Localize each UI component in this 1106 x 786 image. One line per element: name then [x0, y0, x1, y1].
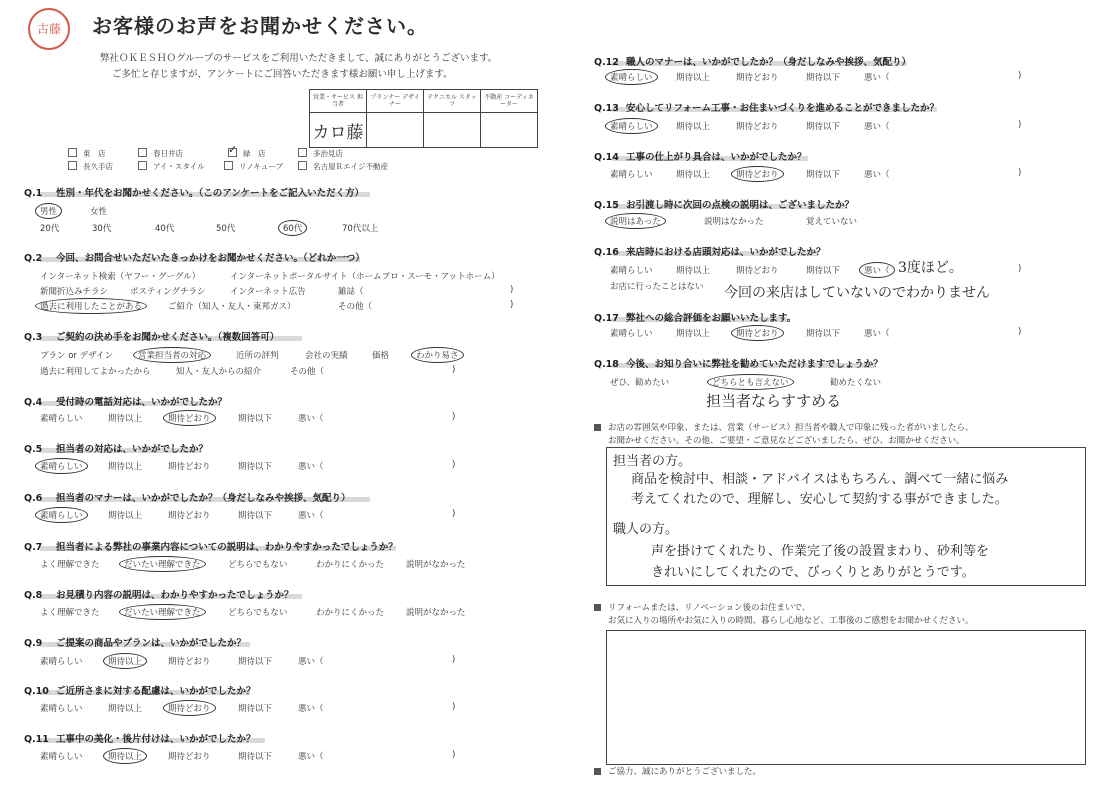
- q1-age-70plus[interactable]: 70代以上: [342, 224, 379, 234]
- q2-opt-posting[interactable]: ポスティングチラシ: [130, 287, 206, 297]
- q3-title: Q.3 ご契約の決め手をお聞かせください。（複数回答可）: [24, 332, 280, 343]
- staff-table: [309, 89, 538, 148]
- checkbox-icon[interactable]: [298, 148, 307, 157]
- q6-title: Q.6 担当者のマナーは、いかがでしたか？（身だしなみや挨拶、気配り）: [24, 493, 351, 504]
- q12-title: Q.12 職人のマナーは、いかがでしたか？（身だしなみや挨拶、気配り）: [594, 57, 912, 68]
- q5-opt-above[interactable]: 期待以上: [108, 462, 143, 472]
- q5-opt-below[interactable]: 期待以下: [238, 462, 273, 472]
- q14-opt-excellent[interactable]: 素晴らしい: [610, 170, 653, 180]
- store-istyle[interactable]: アイ・スタイル: [138, 161, 205, 172]
- q17-title: Q.17 弊社への総合評価をお願いいたします。: [594, 313, 797, 324]
- comment1-prompt-2: お聞かせください。その他、ご要望・ご意見などございましたら、ぜひ、お聞かせください。: [608, 436, 965, 446]
- q14-opt-below[interactable]: 期待以下: [806, 170, 841, 180]
- q3-opt-price[interactable]: 価格: [372, 351, 390, 361]
- q7-title: Q.7 担当者による弊社の事業内容についての説明は、わかりやすかったでしょうか？: [24, 542, 398, 553]
- q7-opt-unclear[interactable]: わかりにくかった: [316, 560, 385, 570]
- q12-opt-above[interactable]: 期待以上: [676, 73, 711, 83]
- q9-title: Q.9 ご提案の商品やプランは、いかがでしたか？: [24, 638, 247, 649]
- intro-line-1: 弊社ＯＫＥＳＨＯグループのサービスをご利用いただきまして、誠にありがとうございます。: [100, 53, 498, 64]
- q5-close: ): [452, 460, 456, 470]
- q10-opt-bad[interactable]: 悪い（: [298, 704, 324, 714]
- q13-opt-below[interactable]: 期待以下: [806, 122, 841, 132]
- q6-opt-as-expected[interactable]: 期待どおり: [168, 511, 211, 521]
- q17-opt-bad[interactable]: 悪い（: [864, 329, 890, 339]
- staff-header-planner: プランナー デザイナー: [367, 90, 424, 113]
- q4-opt-bad[interactable]: 悪い（: [298, 414, 324, 424]
- checkbox-icon[interactable]: [298, 161, 307, 170]
- checkbox-checked-icon[interactable]: [228, 148, 237, 157]
- checkbox-icon[interactable]: [68, 148, 77, 157]
- q13-opt-as-expected[interactable]: 期待どおり: [736, 122, 779, 132]
- square-bullet-icon: [594, 604, 601, 611]
- q2-opt-other[interactable]: その他（: [338, 302, 373, 312]
- q14-title: Q.14 工事の仕上がり具合は、いかがでしたか？: [594, 152, 807, 163]
- q14-opt-bad[interactable]: 悪い（: [864, 170, 890, 180]
- q8-title: Q.8 お見積り内容の説明は、わかりやすかったでしょうか？: [24, 590, 294, 601]
- q10-title: Q.10 ご近所さまに対する配慮は、いかがでしたか？: [24, 686, 256, 697]
- q11-opt-above[interactable]: 期待以上: [103, 748, 147, 764]
- q7-opt-understood[interactable]: よく理解できた: [40, 560, 100, 570]
- comment2-prompt-2: お気に入りの場所やお気に入りの時間、暮らし心地など、工事後のご感想をお聞かせください。: [608, 616, 974, 626]
- checkbox-icon[interactable]: [68, 161, 77, 170]
- comment-line-1: 担当者の方。: [613, 454, 692, 469]
- q16-opt-never-visited[interactable]: お店に行ったことはない: [610, 282, 704, 292]
- page-title: お客様のお声をお聞かせください。: [92, 14, 428, 38]
- q4-close: ): [452, 412, 456, 422]
- q12-opt-below[interactable]: 期待以下: [806, 73, 841, 83]
- q15-opt-explained[interactable]: 説明はあった: [605, 213, 666, 229]
- comment2-prompt-1: リフォームまたは、リノベーション後のお住まいで、: [608, 603, 811, 613]
- staff-sales-name[interactable]: カロ藤: [310, 113, 367, 148]
- q16-opt-below[interactable]: 期待以下: [806, 266, 841, 276]
- q3-other-close: ): [452, 365, 456, 375]
- q13-close: ): [1018, 120, 1022, 130]
- q1-age-40s[interactable]: 40代: [155, 224, 175, 234]
- q2-title: Q.2 今回、お問合せいただいたきっかけをお聞かせください。（どれか一つ）: [24, 253, 365, 264]
- staff-header-sales: 営業・サービス 担当者: [310, 90, 367, 113]
- q3-opt-other[interactable]: その他（: [290, 367, 325, 377]
- q4-opt-below[interactable]: 期待以下: [238, 414, 273, 424]
- staff-planner-name[interactable]: [367, 113, 424, 148]
- q2-magazine-close: ): [510, 285, 514, 295]
- q9-opt-below[interactable]: 期待以下: [238, 657, 273, 667]
- q9-opt-above[interactable]: 期待以上: [103, 653, 147, 669]
- q15-opt-not-explained[interactable]: 説明はなかった: [704, 217, 764, 227]
- q13-opt-above[interactable]: 期待以上: [676, 122, 711, 132]
- q16-close: ): [1018, 264, 1022, 274]
- q7-opt-mostly[interactable]: だいたい理解できた: [119, 556, 206, 572]
- q3-opt-plan-design[interactable]: プラン or デザイン: [40, 351, 114, 361]
- q9-opt-bad[interactable]: 悪い（: [298, 657, 324, 667]
- store-nagakute[interactable]: 長久手店: [68, 161, 113, 172]
- q2-other-close: ): [510, 300, 514, 310]
- q6-opt-below[interactable]: 期待以下: [238, 511, 273, 521]
- thanks-message: ご協力、誠にありがとうございました。: [608, 767, 762, 777]
- q10-opt-below[interactable]: 期待以下: [238, 704, 273, 714]
- q11-title: Q.11 工事中の美化・後片付けは、いかがでしたか？: [24, 734, 256, 745]
- store-higashi[interactable]: 東 店: [68, 148, 106, 159]
- q2-opt-magazine[interactable]: 雑誌（: [338, 287, 364, 297]
- q3-opt-sales-staff[interactable]: 営業担当者の対応: [133, 347, 211, 363]
- q8-opt-unclear[interactable]: わかりにくかった: [316, 608, 385, 618]
- store-tajimi[interactable]: 多治見店: [298, 148, 343, 159]
- q12-close: ): [1018, 71, 1022, 81]
- staff-header-realestate: 不動産 コーディネーター: [481, 90, 538, 113]
- q2-opt-referral[interactable]: ご紹介（知人・友人・東邦ガス）: [168, 302, 296, 312]
- q17-opt-as-expected[interactable]: 期待どおり: [731, 325, 784, 341]
- q2-opt-past-user[interactable]: 過去に利用したことがある: [35, 298, 147, 314]
- q3-opt-past-good[interactable]: 過去に利用してよかったから: [40, 367, 151, 377]
- q17-opt-above[interactable]: 期待以上: [676, 329, 711, 339]
- store-midori[interactable]: ✓ 緑 店: [228, 148, 266, 159]
- q14-close: ): [1018, 168, 1022, 178]
- q8-opt-mostly[interactable]: だいたい理解できた: [119, 604, 206, 620]
- store-renocube[interactable]: リノキューブ: [224, 161, 283, 172]
- intro-line-2: ご多忙と存じますが、アンケートにご回答いただきます様お願い申し上げます。: [112, 69, 453, 80]
- q14-opt-as-expected[interactable]: 期待どおり: [731, 166, 784, 182]
- comment1-prompt-1: お店の雰囲気や印象、または、営業（サービス）担当者や職人で印象に残った者がいましたら、: [608, 423, 974, 433]
- q16-opt-above[interactable]: 期待以上: [676, 266, 711, 276]
- q13-title: Q.13 安心してリフォーム工事・お住まいづくりを進めることができましたか？: [594, 103, 940, 114]
- q6-opt-bad[interactable]: 悪い（: [298, 511, 324, 521]
- q1-age-60s[interactable]: 60代: [278, 220, 307, 236]
- comment-line-6: きれいにしてくれたので、びっくりとありがとうです。: [651, 565, 975, 580]
- q8-opt-neutral[interactable]: どちらでもない: [228, 608, 288, 618]
- q18-opt-no[interactable]: 勧めたくない: [830, 378, 882, 388]
- q12-opt-bad[interactable]: 悪い（: [864, 73, 890, 83]
- q1-gender-female[interactable]: 女性: [90, 207, 108, 217]
- comment1-textarea[interactable]: [606, 447, 1086, 586]
- checkbox-icon[interactable]: [138, 161, 147, 170]
- q16-opt-as-expected[interactable]: 期待どおり: [736, 266, 779, 276]
- q17-opt-excellent[interactable]: 素晴らしい: [610, 329, 653, 339]
- q8-opt-no-explain[interactable]: 説明がなかった: [406, 608, 466, 618]
- q16-opt-bad[interactable]: 悪い（: [859, 262, 895, 278]
- q5-opt-as-expected[interactable]: 期待どおり: [168, 462, 211, 472]
- q16-title: Q.16 来店時における店頭対応は、いかがでしたか？: [594, 247, 826, 258]
- q15-title: Q.15 お引渡し時に次回の点検の説明は、ございましたか？: [594, 200, 855, 211]
- comment-line-5: 声を掛けてくれたり、作業完了後の設置まわり、砂利等を: [651, 544, 990, 559]
- staff-technical-name[interactable]: [424, 113, 481, 148]
- q1-age-30s[interactable]: 30代: [92, 224, 112, 234]
- q16-handwritten-note-2: 今回の来店はしていないのでわかりません: [724, 285, 990, 301]
- q17-close: ): [1018, 327, 1022, 337]
- q2-opt-internet-ad[interactable]: インターネット広告: [230, 287, 306, 297]
- q11-close: ): [452, 750, 456, 760]
- staff-realestate-name[interactable]: [481, 113, 538, 148]
- q1-age-20s[interactable]: 20代: [40, 224, 60, 234]
- q8-opt-understood[interactable]: よく理解できた: [40, 608, 100, 618]
- q1-title: Q.1 性別・年代をお聞かせください。（このアンケートをご記入いただく方）: [24, 188, 365, 199]
- q9-close: ): [452, 655, 456, 665]
- q11-opt-bad[interactable]: 悪い（: [298, 752, 324, 762]
- q12-opt-excellent[interactable]: 素晴らしい: [605, 69, 658, 85]
- q11-opt-as-expected[interactable]: 期待どおり: [168, 752, 211, 762]
- q11-opt-excellent[interactable]: 素晴らしい: [40, 752, 83, 762]
- q7-opt-no-explain[interactable]: 説明がなかった: [406, 560, 466, 570]
- q2-opt-portal[interactable]: インターネットポータルサイト（ホームプロ・スーモ・アットホーム）: [230, 272, 500, 282]
- comment2-textarea[interactable]: [606, 630, 1086, 765]
- q4-opt-excellent[interactable]: 素晴らしい: [40, 414, 83, 424]
- q12-opt-as-expected[interactable]: 期待どおり: [736, 73, 779, 83]
- q6-close: ): [452, 509, 456, 519]
- q4-opt-above[interactable]: 期待以上: [108, 414, 143, 424]
- q5-opt-bad[interactable]: 悪い（: [298, 462, 324, 472]
- q18-title: Q.18 今後、お知り合いに弊社を勧めていただけますでしょうか？: [594, 359, 883, 370]
- q6-opt-above[interactable]: 期待以上: [108, 511, 143, 521]
- square-bullet-icon: [594, 424, 601, 431]
- staff-header-technical: テクニカル スタッフ: [424, 90, 481, 113]
- q6-opt-excellent[interactable]: 素晴らしい: [35, 507, 88, 523]
- q2-opt-newspaper[interactable]: 新聞折込みチラシ: [40, 287, 109, 297]
- q2-opt-internet-search[interactable]: インターネット検索（ヤフー・グーグル）: [40, 272, 201, 282]
- q15-opt-dont-remember[interactable]: 覚えていない: [806, 217, 858, 227]
- q10-opt-excellent[interactable]: 素晴らしい: [40, 704, 83, 714]
- store-kasugai[interactable]: 春日井店: [138, 148, 183, 159]
- seal-stamp: 古藤: [28, 8, 70, 50]
- q10-opt-as-expected[interactable]: 期待どおり: [163, 700, 216, 716]
- q5-opt-excellent[interactable]: 素晴らしい: [35, 458, 88, 474]
- q3-opt-track-record[interactable]: 会社の実績: [305, 351, 348, 361]
- q3-opt-clarity[interactable]: わかり易さ: [411, 347, 464, 363]
- q16-opt-excellent[interactable]: 素晴らしい: [610, 266, 653, 276]
- checkbox-icon[interactable]: [224, 161, 233, 170]
- store-nagoya-rage[interactable]: 名古屋Ｒエイジ不動産: [298, 161, 388, 172]
- q18-handwritten-note: 担当者ならすすめる: [706, 392, 842, 410]
- q13-opt-excellent[interactable]: 素晴らしい: [605, 118, 658, 134]
- q7-opt-neutral[interactable]: どちらでもない: [228, 560, 288, 570]
- q10-close: ): [452, 702, 456, 712]
- q17-opt-below[interactable]: 期待以下: [806, 329, 841, 339]
- q4-title: Q.4 受付時の電話対応は、いかがでしたか？: [24, 397, 228, 408]
- q3-opt-friend-referral[interactable]: 知人・友人からの紹介: [176, 367, 262, 377]
- q13-opt-bad[interactable]: 悪い（: [864, 122, 890, 132]
- q9-opt-as-expected[interactable]: 期待どおり: [168, 657, 211, 667]
- comment-line-4: 職人の方。: [613, 522, 679, 537]
- q18-opt-definitely[interactable]: ぜひ、勧めたい: [610, 378, 670, 388]
- q10-opt-above[interactable]: 期待以上: [108, 704, 143, 714]
- square-bullet-icon: [594, 768, 601, 775]
- comment-line-2: 商品を検討中、相談・アドバイスはもちろん、調べて一緒に悩み: [631, 472, 1009, 487]
- comment-line-3: 考えてくれたので、理解し、安心して契約する事ができました。: [631, 492, 1008, 507]
- q14-opt-above[interactable]: 期待以上: [676, 170, 711, 180]
- q1-age-50s[interactable]: 50代: [216, 224, 236, 234]
- q9-opt-excellent[interactable]: 素晴らしい: [40, 657, 83, 667]
- q16-handwritten-note: 3度ほど。: [898, 260, 963, 276]
- q11-opt-below[interactable]: 期待以下: [238, 752, 273, 762]
- q5-title: Q.5 担当者の対応は、いかがでしたか？: [24, 444, 209, 455]
- q4-opt-as-expected[interactable]: 期待どおり: [163, 410, 216, 426]
- q3-opt-reputation[interactable]: 近所の評判: [236, 351, 279, 361]
- q1-gender-male[interactable]: 男性: [35, 203, 62, 219]
- checkbox-icon[interactable]: [138, 148, 147, 157]
- q18-opt-neutral[interactable]: どちらとも言えない: [707, 374, 794, 390]
